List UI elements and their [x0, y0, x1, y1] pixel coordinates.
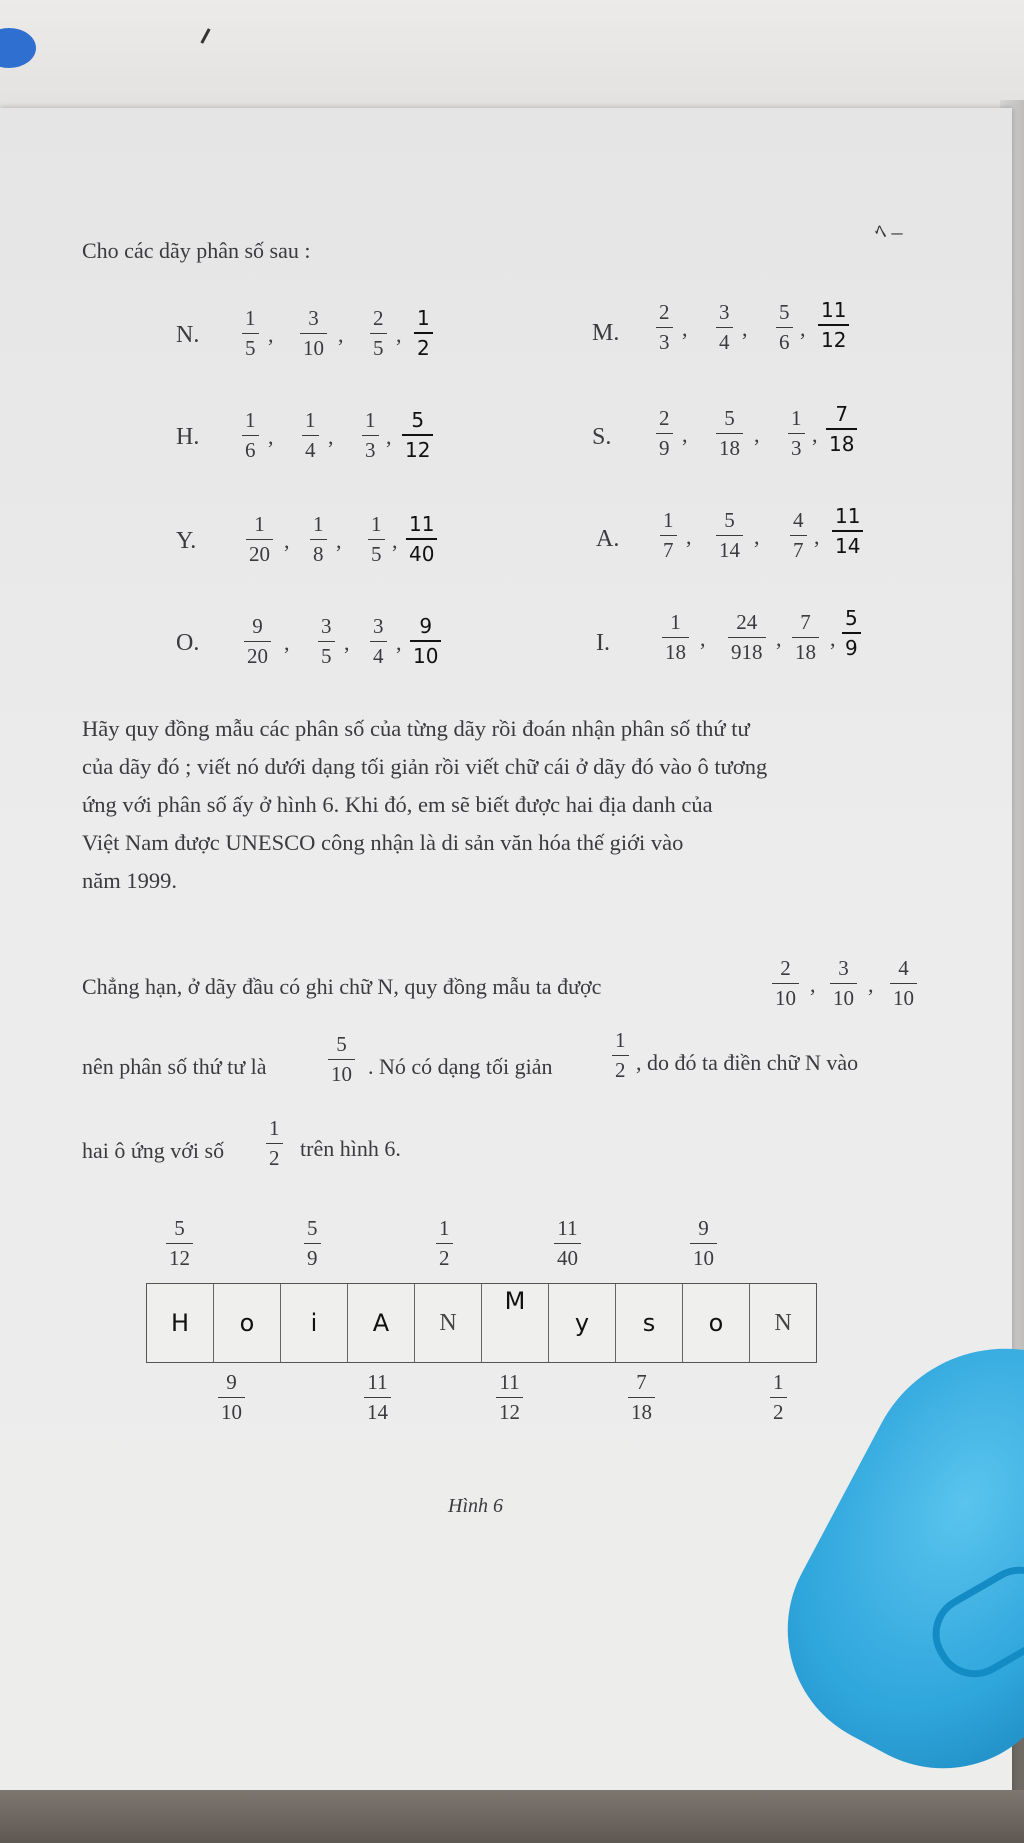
top-fraction: $\frac{9}{10}$ — [690, 1218, 717, 1269]
answer-box: y — [548, 1284, 615, 1362]
fraction: $\frac{1}{20}$ — [246, 514, 273, 565]
fraction: $\frac{2}{9}$ — [656, 408, 673, 459]
top-fraction: $\frac{5}{9}$ — [304, 1218, 321, 1269]
bottom-fraction: $\frac{1}{2}$ — [770, 1372, 787, 1423]
fraction: $\frac{1}{5}$ — [368, 514, 385, 565]
fraction: $\frac{1}{2}$ — [266, 1118, 283, 1169]
fraction: $\frac{3}{10}$ — [300, 308, 327, 359]
answer-fraction: $\frac{7}{18}$ — [826, 404, 857, 454]
fraction: $\frac{1}{5}$ — [242, 308, 259, 359]
fraction: $\frac{5}{10}$ — [328, 1034, 355, 1085]
answer-box: A — [347, 1284, 414, 1362]
answer-box: N — [749, 1284, 816, 1362]
answer-box: M — [481, 1284, 548, 1362]
fraction: $\frac{1}{6}$ — [242, 410, 259, 461]
fraction: $\frac{5}{14}$ — [716, 510, 743, 561]
top-fraction: $\frac{5}{12}$ — [166, 1218, 193, 1269]
answer-fraction: $\frac{1}{2}$ — [414, 308, 433, 358]
bottom-fraction: $\frac{7}{18}$ — [628, 1372, 655, 1423]
fraction: $\frac{1}{2}$ — [612, 1030, 629, 1081]
fraction: $\frac{3}{10}$ — [830, 958, 857, 1009]
answer-box: o — [213, 1284, 280, 1362]
desk-bottom — [0, 1790, 1024, 1843]
pen-scribble: ﾍ – — [875, 219, 903, 244]
bottom-fraction: $\frac{11}{14}$ — [364, 1372, 391, 1423]
fraction: $\frac{4}{10}$ — [890, 958, 917, 1009]
answer-box: H — [170, 1309, 190, 1337]
answer-box: o — [682, 1284, 749, 1362]
example-line-1: Chẳng hạn, ở dãy đầu có ghi chữ N, quy đồng mẫu ta được — [82, 974, 602, 999]
answer-fraction: $\frac{11}{12}$ — [818, 300, 849, 350]
sequence-letter: S. — [592, 424, 612, 450]
fraction: $\frac{3}{4}$ — [716, 302, 733, 353]
sequence-letter: I. — [596, 630, 610, 656]
example-line-3b: trên hình 6. — [300, 1136, 401, 1161]
example-line-2a: nên phân số thứ tư là — [82, 1054, 267, 1079]
fraction: $\frac{1}{3}$ — [362, 410, 379, 461]
fraction: $\frac{1}{4}$ — [302, 410, 319, 461]
fraction: $\frac{1}{8}$ — [310, 514, 327, 565]
answer-box: N — [414, 1284, 481, 1362]
fraction: $\frac{1}{3}$ — [788, 408, 805, 459]
answer-boxes — [146, 1283, 817, 1363]
sequence-letter: A. — [596, 526, 620, 552]
sequence-letter: N. — [176, 322, 200, 348]
fraction: $\frac{1}{18}$ — [662, 612, 689, 663]
instructions-paragraph: Hãy quy đồng mẫu các phân số của từng dãy rồi đoán nhận phân số thứ tư của dãy đó ; viết nó dưới dạng tối giản rồi viết chữ cái ở dãy đó vào ô tương ứng với phân số ấy ở hình 6. Khi đó, em sẽ biết được hai địa danh của Việt Nam được UNESCO công nhận là di sản văn hóa thế giới vào năm 1999. — [82, 716, 768, 893]
top-fraction: $\frac{1}{2}$ — [436, 1218, 453, 1269]
sequence-letter: H. — [176, 424, 200, 450]
fraction: $\frac{1}{7}$ — [660, 510, 677, 561]
sequence-letter: M. — [592, 320, 620, 346]
desk-background — [0, 0, 1024, 120]
example-line-2c: , do đó ta điền chữ N vào — [636, 1050, 859, 1075]
figure-caption: Hình 6 — [448, 1495, 503, 1517]
fraction: $\frac{3}{4}$ — [370, 616, 387, 667]
fraction: $\frac{2}{3}$ — [656, 302, 673, 353]
answer-box: s — [615, 1284, 682, 1362]
fraction-handwritten-correction: $\frac{24}{918}$ — [728, 612, 766, 663]
example-line-3a: hai ô ứng với số — [82, 1138, 225, 1163]
bottom-fraction: $\frac{11}{12}$ — [496, 1372, 523, 1423]
top-fraction: $\frac{11}{40}$ — [554, 1218, 581, 1269]
bottom-fraction: $\frac{9}{10}$ — [218, 1372, 245, 1423]
fraction: $\frac{5}{18}$ — [716, 408, 743, 459]
fraction: $\frac{3}{5}$ — [318, 616, 335, 667]
fraction: $\frac{5}{6}$ — [776, 302, 793, 353]
fraction: $\frac{7}{18}$ — [792, 612, 819, 663]
example-line-2b: . Nó có dạng tối giản — [368, 1054, 553, 1079]
intro-text: Cho các dãy phân số sau : — [82, 238, 311, 263]
fraction: $\frac{4}{7}$ — [790, 510, 807, 561]
answer-box: i — [280, 1284, 347, 1362]
fraction: $\frac{2}{10}$ — [772, 958, 799, 1009]
answer-fraction: $\frac{5}{12}$ — [402, 410, 433, 460]
answer-fraction: $\frac{11}{40}$ — [406, 514, 437, 564]
answer-fraction: $\frac{5}{9}$ — [842, 608, 861, 658]
sequence-letter: O. — [176, 630, 200, 656]
fraction: $\frac{2}{5}$ — [370, 308, 387, 359]
answer-fraction: $\frac{11}{14}$ — [832, 506, 863, 556]
answer-fraction: $\frac{9}{10}$ — [410, 616, 441, 666]
fraction: $\frac{9}{20}$ — [244, 616, 271, 667]
sequence-letter: Y. — [176, 528, 197, 554]
